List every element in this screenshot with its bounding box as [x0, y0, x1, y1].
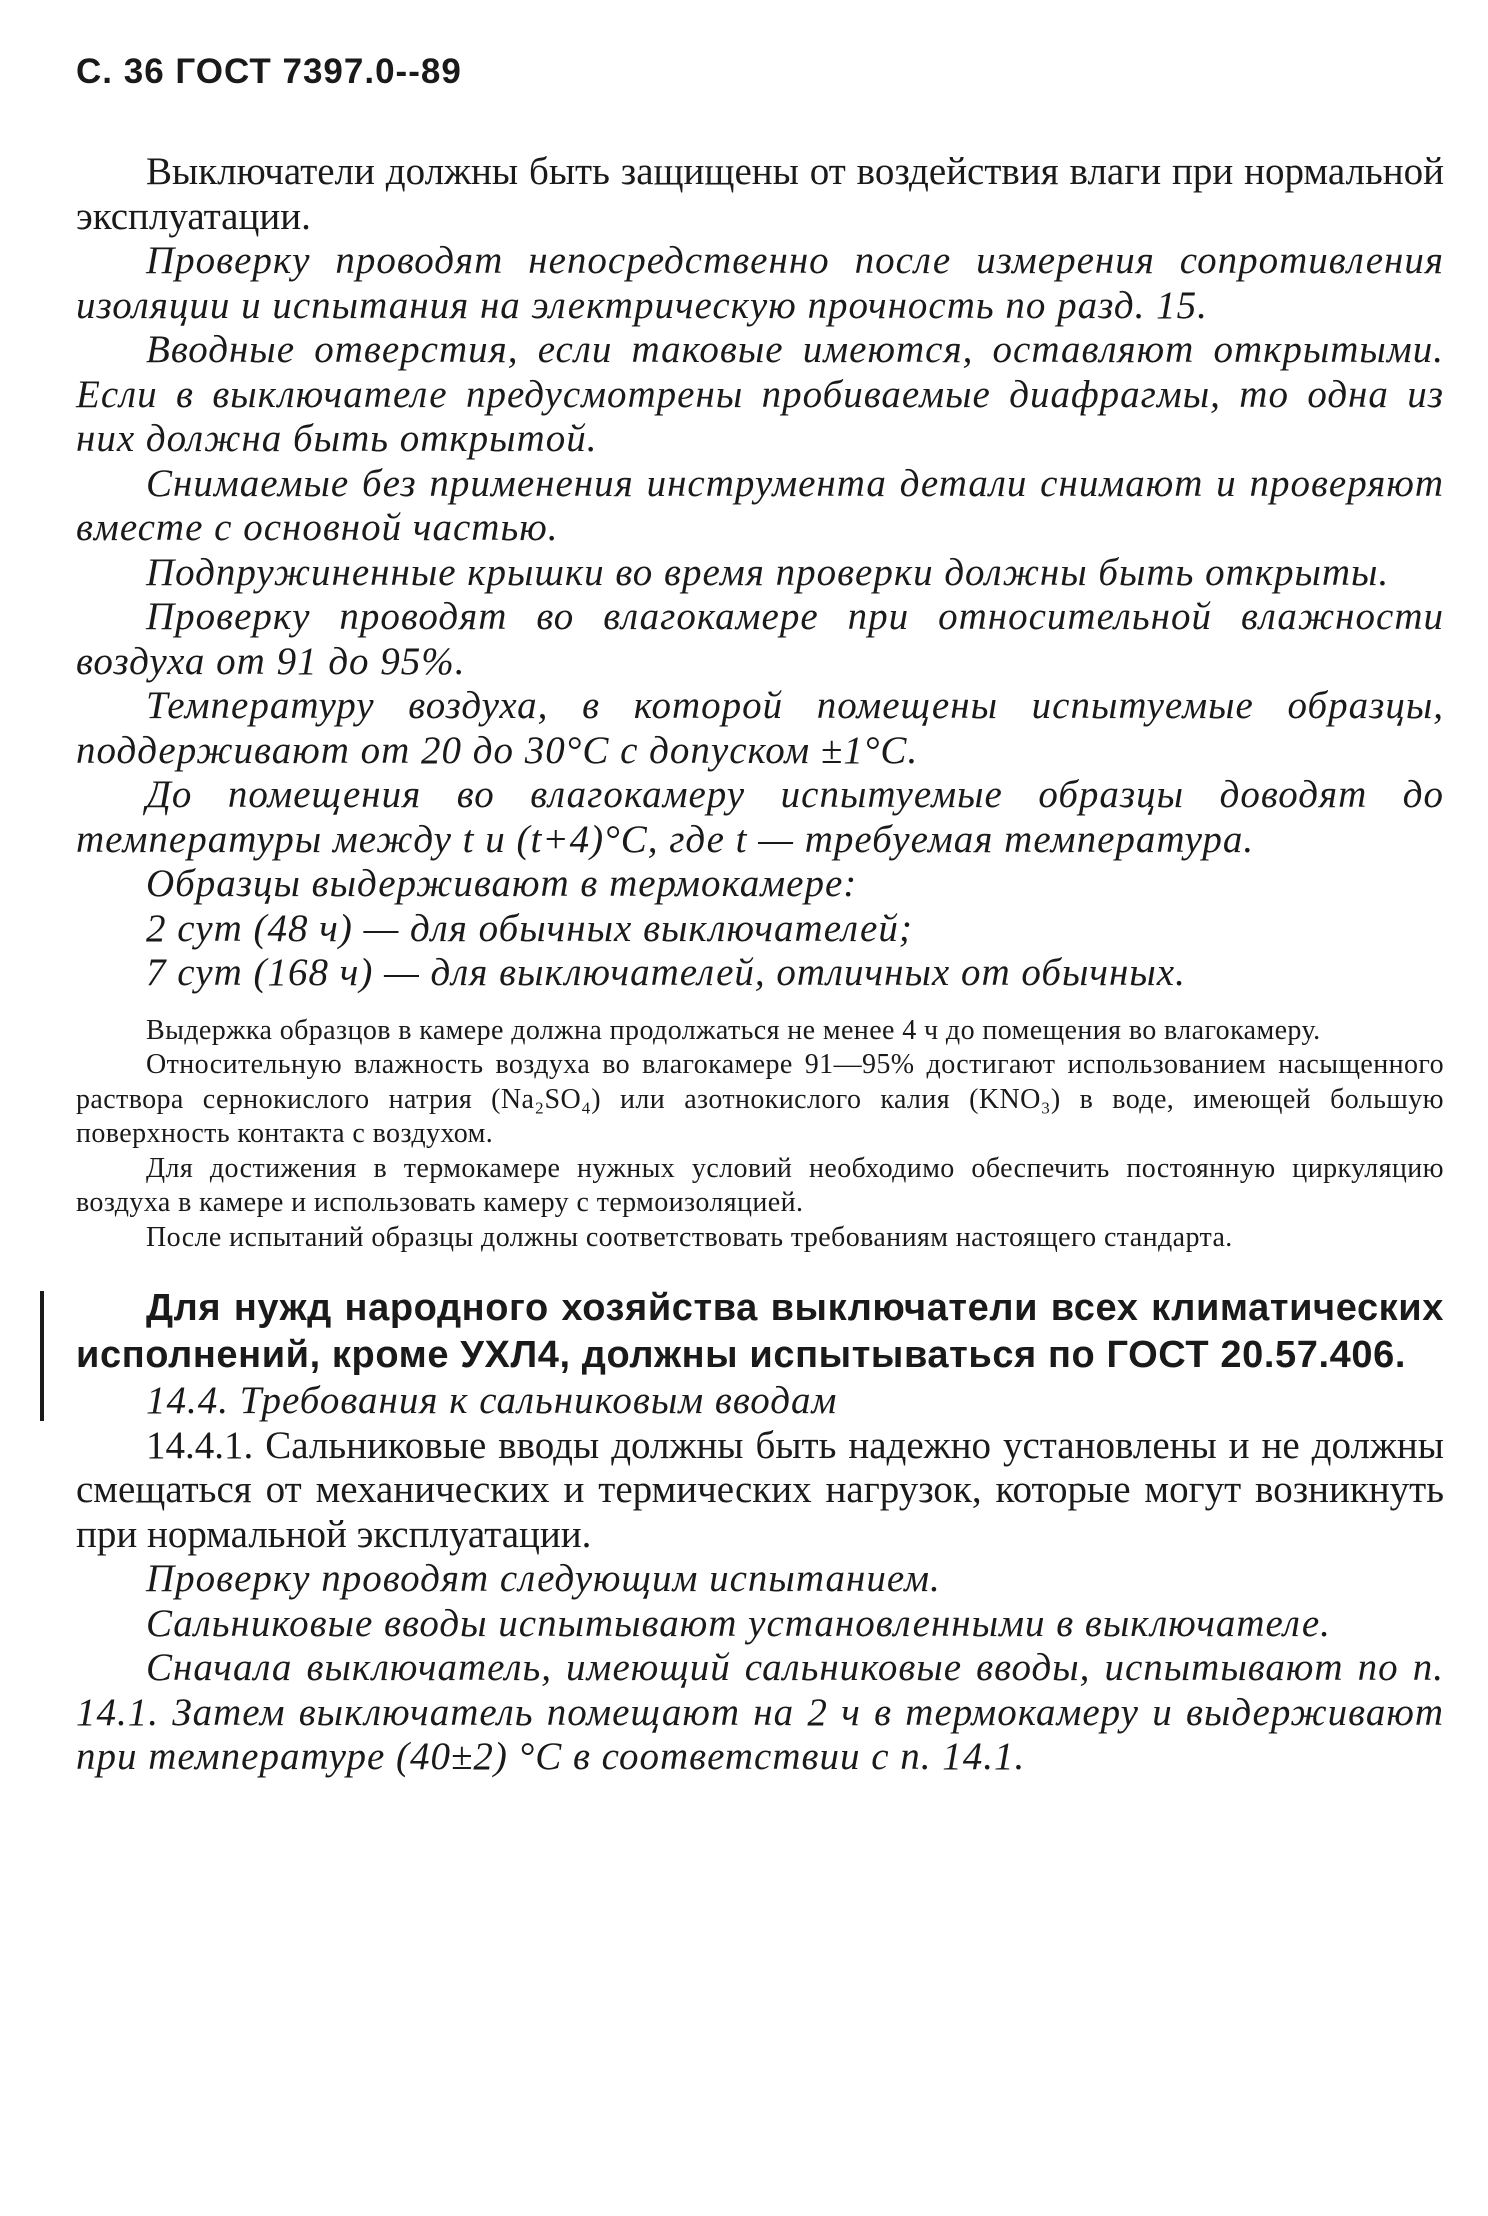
- change-bar: [40, 1291, 44, 1421]
- note-exposure-time: Выдержка образцов в камере должна продолжаться не менее 4 ч до помещения во влагокамеру.: [146, 1014, 1321, 1046]
- section-title-gland-requirements: 14.4. Требования к сальниковым вводам: [146, 1379, 838, 1422]
- paragraph-moisture-protection: Выключатели должны быть защищены от воздействия влаги при нормальной эксплуатации.: [76, 150, 1444, 238]
- paragraph-gland-mounting: 14.4.1. Сальниковые вводы должны быть надежно установлены и не должны смещаться от механических и термических нагрузок, которые могут возникнуть при нормальной эксплуатации.: [76, 1423, 1444, 1556]
- note-after-tests: После испытаний образцы должны соответствовать требованиям настоящего стандарта.: [146, 1221, 1233, 1253]
- paragraph-air-temperature: Температуру воздуха, в которой помещены испытуемые образцы, поддерживают от 20 до 30°С с допуском ±1°С.: [76, 684, 1444, 772]
- paragraph-spring-covers: Подпружиненные крышки во время проверки должны быть открыты.: [146, 550, 1390, 594]
- paragraph-test-after-insulation: Проверку проводят непосредственно после измерения сопротивления изоляции и испытания на электрическую прочность по разд. 15.: [76, 239, 1444, 327]
- amendment-block: [76, 1285, 1444, 1379]
- paragraph-humidity-chamber: Проверку проводят во влагокамере при относительной влажности воздуха от 91 до 95%.: [76, 595, 1444, 683]
- list-item-other-switches: 7 сут (168 ч) — для выключателей, отличных от обычных.: [146, 951, 1186, 994]
- paragraph-removable-parts: Снимаемые без применения инструмента детали снимают и проверяют вместе с основной частью.: [76, 461, 1444, 549]
- paragraph-test-method: Проверку проводят следующим испытанием.: [146, 1557, 941, 1600]
- paragraph-preconditioning: До помещения во влагокамеру испытуемые образцы доводят до температуры между t и (t+4)°С, где t — требуемая температура.: [76, 773, 1444, 861]
- note-relative-humidity: Относительную влажность воздуха во влагокамере 91—95% достигают использованием насыщенного раствора сернокислого натрия (Na₂SO₄) или азотнокислого калия (KNO₃) в воде, имеющей большую поверхность контакта с воздухом.: [76, 1049, 1444, 1149]
- list-item-ordinary-switches: 2 сут (48 ч) — для обычных выключателей;: [146, 906, 913, 950]
- note-air-circulation: Для достижения в термокамере нужных условий необходимо обеспечить постоянную циркуляцию воздуха в камере и использовать камеру с термоизоляцией.: [76, 1152, 1444, 1218]
- paragraph-gland-installed: Сальниковые вводы испытывают установленными в выключателе.: [146, 1601, 1331, 1645]
- page-header: С. 36 ГОСТ 7397.0--89: [76, 52, 462, 91]
- paragraph-gland-thermal-test: Сначала выключатель, имеющий сальниковые вводы, испытывают по п. 14.1. Затем выключатель помещают на 2 ч в термокамеру и выдерживают при температуре (40±2) °С в соответствии с п. 14.1.: [76, 1646, 1444, 1778]
- paragraph-exposure-intro: Образцы выдерживают в термокамере:: [146, 862, 858, 905]
- paragraph-entry-openings: Вводные отверстия, если таковые имеются, оставляют открытыми. Если в выключателе предусмотрены пробиваемые диафрагмы, то одна из них должна быть открытой.: [76, 328, 1444, 460]
- paragraph-national-economy: Для нужд народного хозяйства выключатели всех климатических исполнений, кроме УХЛ4, должны испытываться по ГОСТ 20.57.406.: [76, 1287, 1444, 1376]
- document-body: [76, 150, 1444, 1780]
